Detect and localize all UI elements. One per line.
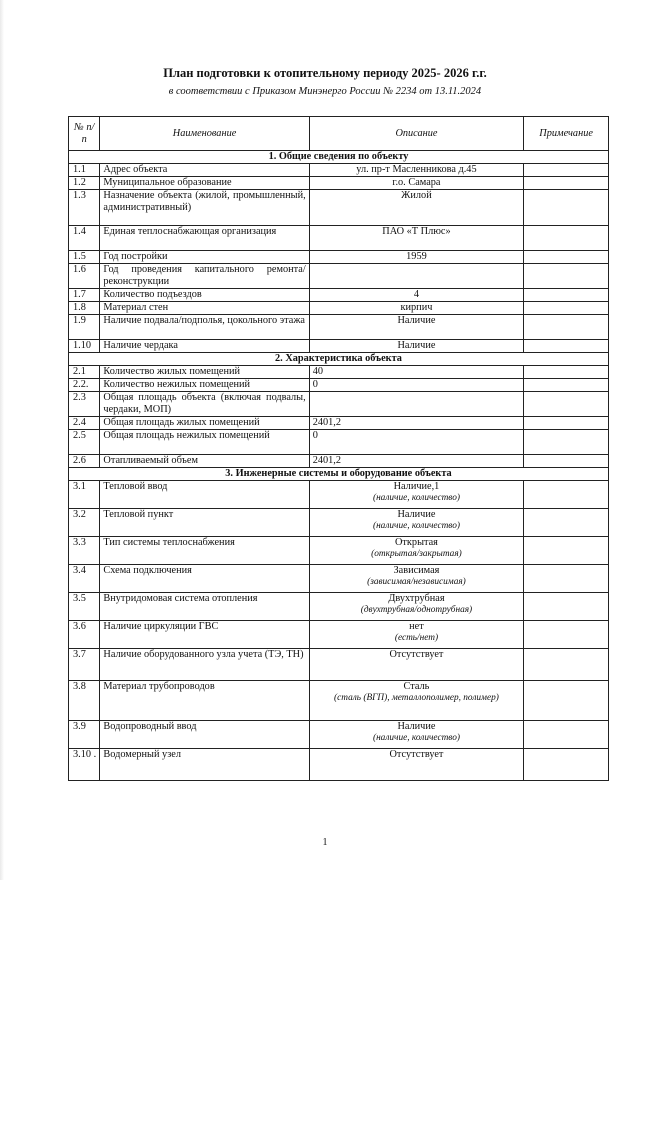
description-value: 40 xyxy=(312,366,323,377)
row-number: 3.4 xyxy=(69,565,100,593)
row-name: Общая площадь жилых помещений xyxy=(100,417,309,430)
table-row xyxy=(69,177,609,190)
row-number: 1.10 xyxy=(69,340,100,353)
row-number: 2.4 xyxy=(69,417,100,430)
description-value: нет xyxy=(409,621,424,632)
row-note xyxy=(524,537,609,565)
row-note xyxy=(524,177,609,190)
row-description xyxy=(309,749,524,781)
description-value: Жилой xyxy=(401,190,432,201)
row-number: 1.8 xyxy=(69,302,100,315)
table-row xyxy=(69,430,609,455)
table-row xyxy=(69,302,609,315)
row-name: Муниципальное образование xyxy=(100,177,309,190)
row-name: Водомерный узел xyxy=(100,749,309,781)
description-hint: (наличие, количество) xyxy=(372,732,460,743)
row-description xyxy=(309,565,524,593)
row-description xyxy=(309,190,524,226)
description-value: Двухтрубная xyxy=(388,593,445,604)
row-note xyxy=(524,621,609,649)
row-note xyxy=(524,251,609,264)
description-hint: (открытая/закрытая) xyxy=(371,548,462,559)
row-name: Год проведения капитального ремонта/реконструкции xyxy=(100,264,309,289)
row-number: 1.6 xyxy=(69,264,100,289)
row-note xyxy=(524,681,609,721)
row-description xyxy=(309,621,524,649)
page-number: 1 xyxy=(322,837,328,848)
description-value: Зависимая xyxy=(393,565,440,576)
description-hint: (наличие, количество) xyxy=(372,492,460,503)
section-title: 1. Общие сведения по объекту xyxy=(69,151,609,164)
row-name: Тепловой пункт xyxy=(100,509,309,537)
description-value: Отсутствует xyxy=(389,649,444,660)
table-row xyxy=(69,681,609,721)
header-num: № п/п xyxy=(69,117,100,151)
row-description xyxy=(309,226,524,251)
table-row xyxy=(69,190,609,226)
row-number: 3.6 xyxy=(69,621,100,649)
row-name: Наличие оборудованного узла учета (ТЭ, ТН) xyxy=(100,649,309,681)
row-description xyxy=(309,481,524,509)
section-header-row xyxy=(69,468,609,481)
row-description xyxy=(309,392,524,417)
row-note xyxy=(524,226,609,251)
row-name: Тепловой ввод xyxy=(100,481,309,509)
table-row xyxy=(69,289,609,302)
row-number: 2.1 xyxy=(69,366,100,379)
row-number: 1.2 xyxy=(69,177,100,190)
row-note xyxy=(524,340,609,353)
row-number: 3.9 xyxy=(69,721,100,749)
table-row xyxy=(69,537,609,565)
description-value: г.о. Самара xyxy=(392,177,441,188)
row-name: Единая теплоснабжающая организация xyxy=(100,226,309,251)
header-note: Примечание xyxy=(524,117,609,151)
section-header-row xyxy=(69,151,609,164)
table-body xyxy=(69,151,609,781)
row-description xyxy=(309,593,524,621)
description-value: Наличие,1 xyxy=(393,481,440,492)
table-row xyxy=(69,509,609,537)
row-name: Адрес объекта xyxy=(100,164,309,177)
description-value: ПАО «Т Плюс» xyxy=(382,226,451,237)
row-number: 3.7 xyxy=(69,649,100,681)
row-note xyxy=(524,749,609,781)
row-description xyxy=(309,366,524,379)
table-row xyxy=(69,455,609,468)
row-description xyxy=(309,379,524,392)
row-description xyxy=(309,289,524,302)
row-note xyxy=(524,315,609,340)
table-row xyxy=(69,379,609,392)
row-number: 1.9 xyxy=(69,315,100,340)
table-row xyxy=(69,565,609,593)
row-name: Наличие чердака xyxy=(100,340,309,353)
table-header-row xyxy=(69,117,609,151)
table-row xyxy=(69,366,609,379)
row-description xyxy=(309,509,524,537)
row-name: Тип системы теплоснабжения xyxy=(100,537,309,565)
row-note xyxy=(524,264,609,289)
row-name: Внутридомовая система отопления xyxy=(100,593,309,621)
table-row xyxy=(69,749,609,781)
description-hint: (есть/нет) xyxy=(394,632,439,643)
row-name: Отапливаемый объем xyxy=(100,455,309,468)
header-name: Наименование xyxy=(100,117,309,151)
row-name: Количество жилых помещений xyxy=(100,366,309,379)
row-name: Материал трубопроводов xyxy=(100,681,309,721)
row-note xyxy=(524,392,609,417)
description-hint: (двухтрубная/однотрубная) xyxy=(360,604,473,615)
description-hint: (сталь (ВГП), металлополимер, полимер) xyxy=(334,692,499,703)
row-note xyxy=(524,379,609,392)
row-name: Материал стен xyxy=(100,302,309,315)
row-description xyxy=(309,340,524,353)
row-note xyxy=(524,430,609,455)
row-number: 3.10 . xyxy=(69,749,100,781)
row-note xyxy=(524,302,609,315)
row-number: 3.3 xyxy=(69,537,100,565)
description-value: Наличие xyxy=(397,509,436,520)
row-note xyxy=(524,509,609,537)
row-description xyxy=(309,315,524,340)
row-description xyxy=(309,264,524,289)
table-row xyxy=(69,164,609,177)
table-row xyxy=(69,417,609,430)
row-name: Наличие подвала/подполья, цокольного этажа xyxy=(100,315,309,340)
row-name: Схема подключения xyxy=(100,565,309,593)
table-row xyxy=(69,340,609,353)
row-note xyxy=(524,417,609,430)
row-description xyxy=(309,455,524,468)
row-number: 1.5 xyxy=(69,251,100,264)
table-row xyxy=(69,392,609,417)
row-number: 3.1 xyxy=(69,481,100,509)
row-description xyxy=(309,721,524,749)
description-value: Наличие xyxy=(397,721,436,732)
scan-edge-shadow xyxy=(0,0,4,880)
row-name: Наличие циркуляции ГВС xyxy=(100,621,309,649)
row-note xyxy=(524,649,609,681)
row-description xyxy=(309,430,524,455)
row-name: Количество подъездов xyxy=(100,289,309,302)
table-row xyxy=(69,481,609,509)
row-description xyxy=(309,417,524,430)
row-note xyxy=(524,481,609,509)
document-subtitle: в соответствии с Приказом Минэнерго России № 2234 от 13.11.2024 xyxy=(168,86,482,97)
row-number: 2.5 xyxy=(69,430,100,455)
row-note xyxy=(524,366,609,379)
row-name: Водопроводный ввод xyxy=(100,721,309,749)
description-hint: (наличие, количество) xyxy=(372,520,460,531)
table-row xyxy=(69,251,609,264)
row-name: Общая площадь нежилых помещений xyxy=(100,430,309,455)
heating-plan-table xyxy=(68,116,609,781)
row-description xyxy=(309,177,524,190)
row-name: Назначение объекта (жилой, промышленный, административный) xyxy=(100,190,309,226)
section-title: 2. Характеристика объекта xyxy=(69,353,609,366)
row-number: 2.6 xyxy=(69,455,100,468)
row-note xyxy=(524,289,609,302)
row-description xyxy=(309,681,524,721)
row-note xyxy=(524,164,609,177)
section-title: 3. Инженерные системы и оборудование объекта xyxy=(69,468,609,481)
description-value: 0 xyxy=(312,430,318,441)
row-number: 1.3 xyxy=(69,190,100,226)
row-number: 1.1 xyxy=(69,164,100,177)
row-description xyxy=(309,164,524,177)
document-title: План подготовки к отопительному периоду 2025- 2026 г.г. xyxy=(163,66,487,80)
description-value: 2401,2 xyxy=(312,455,342,466)
table-row xyxy=(69,621,609,649)
description-value: ул. пр-т Масленникова д.45 xyxy=(356,164,477,175)
description-value: Наличие xyxy=(397,315,436,326)
description-value: Открытая xyxy=(394,537,438,548)
row-note xyxy=(524,455,609,468)
row-number: 3.2 xyxy=(69,509,100,537)
row-name: Общая площадь объекта (включая подвалы, чердаки, МОП) xyxy=(100,392,309,417)
header-desc: Описание xyxy=(309,117,524,151)
row-number: 2.3 xyxy=(69,392,100,417)
section-header-row xyxy=(69,353,609,366)
row-description xyxy=(309,251,524,264)
description-hint: (зависимая/независимая) xyxy=(367,576,466,587)
row-note xyxy=(524,721,609,749)
description-value: кирпич xyxy=(400,302,433,313)
row-name: Год постройки xyxy=(100,251,309,264)
row-note xyxy=(524,190,609,226)
row-number: 3.8 xyxy=(69,681,100,721)
row-name: Количество нежилых помещений xyxy=(100,379,309,392)
row-number: 1.7 xyxy=(69,289,100,302)
description-value: Наличие xyxy=(397,340,436,351)
row-note xyxy=(524,593,609,621)
row-number: 3.5 xyxy=(69,593,100,621)
table-row xyxy=(69,226,609,251)
row-description xyxy=(309,302,524,315)
description-value: 2401,2 xyxy=(312,417,342,428)
table-row xyxy=(69,649,609,681)
description-value: Сталь xyxy=(403,681,430,692)
row-number: 2.2. xyxy=(69,379,100,392)
description-value: Отсутствует xyxy=(389,749,444,760)
row-description xyxy=(309,537,524,565)
description-value: 1959 xyxy=(406,251,427,262)
row-description xyxy=(309,649,524,681)
row-number: 1.4 xyxy=(69,226,100,251)
description-value: 0 xyxy=(312,379,318,390)
row-note xyxy=(524,565,609,593)
description-value: 4 xyxy=(413,289,420,300)
table-row xyxy=(69,264,609,289)
table-row xyxy=(69,315,609,340)
table-row xyxy=(69,721,609,749)
table-row xyxy=(69,593,609,621)
